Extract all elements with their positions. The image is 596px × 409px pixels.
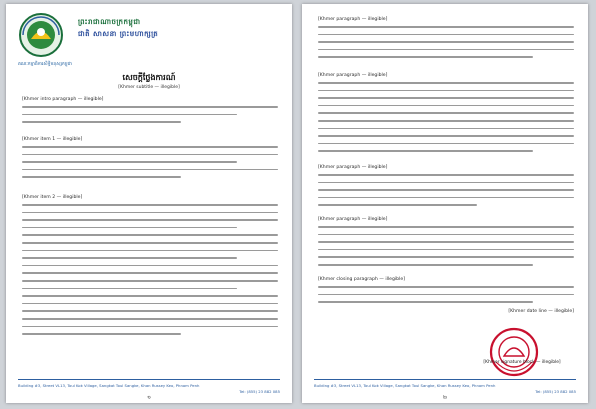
item-1-paragraph: [Khmer item 1 — illegible] <box>22 137 83 142</box>
item-1-text-lines <box>22 146 278 184</box>
paragraph-6-text-lines <box>318 226 574 272</box>
footer-telephone: Tel: (855) 23 882 085 <box>239 389 280 394</box>
paragraph-5: [Khmer paragraph — illegible] <box>318 165 388 170</box>
paragraph-6: [Khmer paragraph — illegible] <box>318 217 388 222</box>
closing-paragraph: [Khmer closing paragraph — illegible] <box>318 277 405 282</box>
footer-divider <box>314 379 576 380</box>
nation-motto: ជាតិ សាសនា ព្រះមហាក្សត្រ <box>78 30 159 38</box>
paragraph-3: [Khmer paragraph — illegible] <box>318 17 388 22</box>
intro-text-lines <box>22 106 278 129</box>
page-number: ២ <box>443 395 447 401</box>
official-seal-icon <box>488 326 540 378</box>
signatory-name: [Khmer signature block — illegible] <box>483 360 561 365</box>
page-number: ១ <box>147 395 151 401</box>
document-title: សេចក្តីថ្លែងការណ៍ <box>122 73 176 82</box>
paragraph-5-text-lines <box>318 174 574 212</box>
footer-address: Building #3, Street VL13, Toul Kok Village, Sangkat Toul Sangke, Khan Russey Keo, Phnom Penh <box>18 383 200 388</box>
document-page-1 <box>6 4 292 403</box>
signature-block <box>468 360 576 366</box>
paragraph-4: [Khmer paragraph — illegible] <box>318 73 388 78</box>
paragraph-3-text-lines <box>318 26 574 64</box>
footer-divider <box>18 379 280 380</box>
chrc-logo-icon <box>18 12 64 58</box>
kingdom-heading: ព្រះរាជាណាចក្រកម្ពុជា <box>78 18 141 26</box>
paragraph-4-text-lines <box>318 82 574 158</box>
organization-name: គណៈកម្មាធិការសិទ្ធិមនុស្សកម្ពុជា <box>18 62 72 67</box>
item-2-text-lines <box>22 204 278 341</box>
document-page-2 <box>302 4 588 403</box>
item-2-paragraph: [Khmer item 2 — illegible] <box>22 195 83 200</box>
date-line: [Khmer date line — illegible] <box>508 309 574 314</box>
closing-text-lines <box>318 286 574 309</box>
document-subtitle: [Khmer subtitle — illegible] <box>118 85 180 90</box>
intro-paragraph: [Khmer intro paragraph — illegible] <box>22 97 104 102</box>
footer-telephone: Tel: (855) 23 882 085 <box>535 389 576 394</box>
footer-address: Building #3, Street VL13, Toul Kok Village, Sangkat Toul Sangke, Khan Russey Keo, Phnom Penh <box>314 383 496 388</box>
